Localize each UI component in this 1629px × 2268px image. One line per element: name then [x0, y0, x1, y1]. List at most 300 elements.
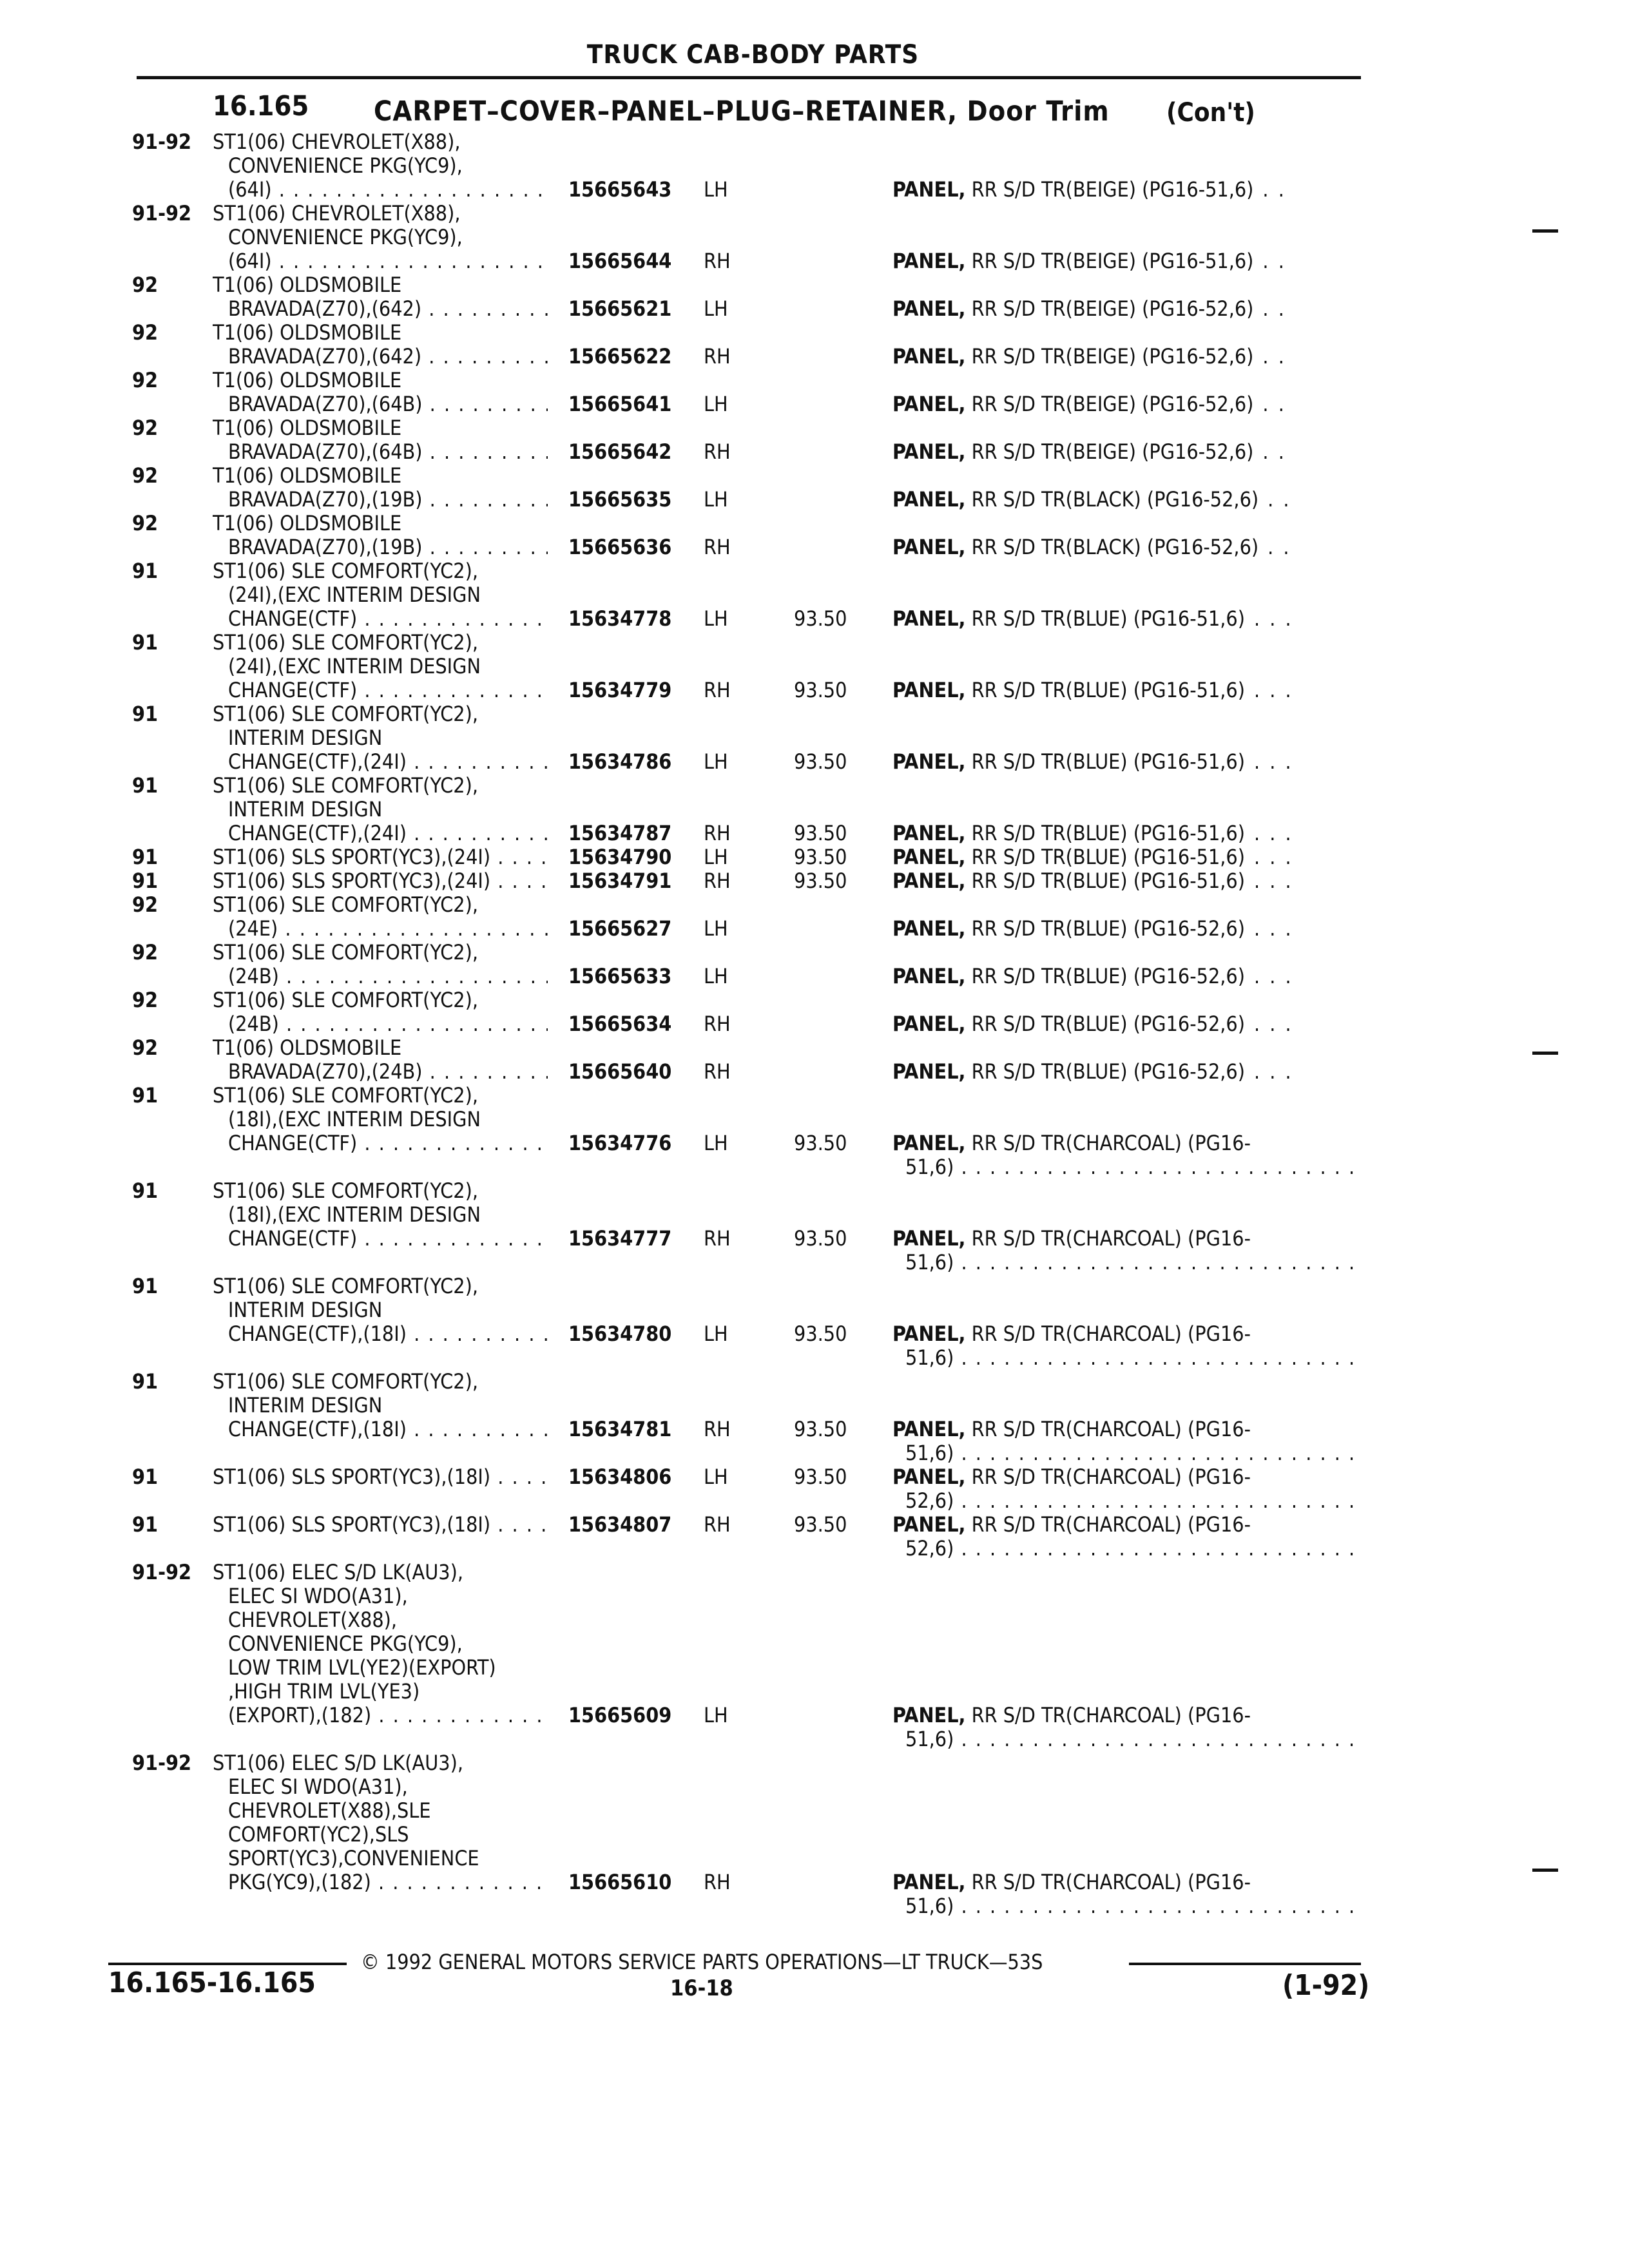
- part-name: [892, 1870, 1363, 1918]
- part-name-text: RR S/D TR(BLUE) (PG16-52,6): [971, 965, 1245, 988]
- entry-year: 92: [132, 988, 159, 1012]
- entry-description: [213, 869, 548, 893]
- part-name: [892, 297, 1363, 321]
- part-price: 93.50: [794, 821, 847, 845]
- part-price: 93.50: [794, 1321, 847, 1346]
- footer-section-range: 16.165-16.165: [108, 1966, 316, 1999]
- entry-year: 91: [132, 773, 159, 798]
- description-line: T1(06) OLDSMOBILE: [213, 273, 402, 297]
- part-name-line: [892, 392, 1363, 416]
- part-entry: [0, 464, 1629, 512]
- part-number: 15634776: [568, 1131, 672, 1155]
- part-name-text: RR S/D TR(CHARCOAL) (PG16-: [971, 1322, 1251, 1346]
- section-continued-label: (Con't): [1166, 98, 1255, 128]
- entry-year: 91-92: [132, 201, 192, 226]
- entry-description: [213, 559, 548, 631]
- description-line: ST1(06) CHEVROLET(X88),: [213, 130, 461, 154]
- part-name-line: [892, 1227, 1363, 1251]
- part-entry: [0, 845, 1629, 869]
- part-name-text: RR S/D TR(BLUE) (PG16-52,6): [971, 1060, 1245, 1084]
- part-name-keyword: PANEL,: [892, 1060, 966, 1084]
- description-line: ST1(06) SLE COMFORT(YC2),: [213, 631, 478, 655]
- part-entry: [0, 1036, 1629, 1084]
- part-name-line: [892, 535, 1363, 559]
- description-line: (18I),(EXC INTERIM DESIGN: [228, 1108, 481, 1131]
- description-line: CHANGE(CTF),(18I) . . .: [213, 1418, 548, 1441]
- entry-year: 92: [132, 463, 159, 488]
- entry-year: 91: [132, 630, 159, 655]
- part-entry: [0, 202, 1629, 273]
- part-name-text: RR S/D TR(CHARCOAL) (PG16-: [971, 1513, 1251, 1537]
- part-side: LH: [704, 1703, 728, 1727]
- part-name-keyword: PANEL,: [892, 607, 966, 631]
- part-price: 93.50: [794, 1131, 847, 1155]
- part-name-line: [892, 917, 1363, 941]
- description-line: BRAVADA(Z70),(24B) . . .: [213, 1060, 548, 1084]
- description-line: ST1(06) SLE COMFORT(YC2),: [213, 893, 478, 917]
- part-side: LH: [704, 964, 728, 988]
- part-name-line: [892, 965, 1363, 988]
- entry-description: [213, 1751, 548, 1918]
- part-name-line: [892, 607, 1363, 631]
- description-line: INTERIM DESIGN: [228, 798, 383, 822]
- part-side: RH: [704, 1417, 731, 1441]
- part-side: LH: [704, 916, 728, 941]
- entry-year: 92: [132, 940, 159, 965]
- part-number: 15665622: [568, 344, 672, 369]
- leader-dots: . .: [1262, 249, 1286, 273]
- part-name-line: [892, 488, 1363, 512]
- part-name-text: 52,6): [905, 1537, 954, 1561]
- entry-year: 91-92: [132, 1751, 192, 1775]
- part-name-line: [892, 1418, 1363, 1441]
- part-price: 93.50: [794, 869, 847, 893]
- part-name-keyword: PANEL,: [892, 750, 966, 774]
- part-name: [892, 965, 1363, 988]
- part-name-keyword: PANEL,: [892, 488, 966, 512]
- part-number: 15665621: [568, 296, 672, 321]
- margin-mark: [1532, 1052, 1558, 1055]
- part-name-text: 51,6): [905, 1346, 954, 1370]
- entry-description: [213, 702, 548, 774]
- part-entry: [0, 130, 1629, 202]
- part-price: 93.50: [794, 678, 847, 702]
- part-entry: [0, 1179, 1629, 1274]
- part-name-line: [892, 1441, 1363, 1465]
- part-entry: [0, 1084, 1629, 1179]
- entry-year: 91-92: [132, 1560, 192, 1584]
- description-line: CONVENIENCE PKG(YC9),: [228, 226, 463, 249]
- description-line: CONVENIENCE PKG(YC9),: [228, 1632, 463, 1656]
- leader-dots: . . .: [1253, 678, 1293, 702]
- entry-year: 92: [132, 511, 159, 535]
- description-line: ELEC SI WDO(A31),: [228, 1775, 408, 1799]
- description-line: BRAVADA(Z70),(64B) . . .: [213, 440, 548, 464]
- part-entry: [0, 369, 1629, 416]
- part-name-keyword: PANEL,: [892, 1513, 966, 1537]
- entry-description: [213, 631, 548, 702]
- description-line: CHANGE(CTF) . . .: [213, 678, 548, 702]
- part-entry: [0, 774, 1629, 845]
- part-name-keyword: PANEL,: [892, 297, 966, 321]
- leader-dots: . .: [1262, 440, 1286, 464]
- part-name-text: 51,6): [905, 1727, 954, 1751]
- part-number: 15634807: [568, 1512, 672, 1537]
- part-side: LH: [704, 749, 728, 774]
- entry-year: 92: [132, 320, 159, 345]
- part-name-keyword: PANEL,: [892, 1012, 966, 1036]
- leader-dots: . .: [1262, 297, 1286, 321]
- entry-year: 92: [132, 273, 159, 297]
- part-side: RH: [704, 439, 731, 464]
- part-name-text: RR S/D TR(BEIGE) (PG16-52,6): [971, 392, 1254, 416]
- part-name-line: [892, 1537, 1363, 1561]
- part-side: LH: [704, 606, 728, 631]
- leader-dots: . . .: [1253, 1060, 1293, 1084]
- part-name-text: RR S/D TR(BEIGE) (PG16-52,6): [971, 297, 1254, 321]
- description-line: T1(06) OLDSMOBILE: [213, 512, 402, 535]
- part-name: [892, 750, 1363, 774]
- description-line: ST1(06) ELEC S/D LK(AU3),: [213, 1561, 463, 1584]
- description-line: ST1(06) ELEC S/D LK(AU3),: [213, 1751, 463, 1775]
- part-name-text: RR S/D TR(CHARCOAL) (PG16-: [971, 1704, 1251, 1727]
- part-number: 15665643: [568, 177, 672, 202]
- part-price: 93.50: [794, 606, 847, 631]
- part-name-line: [892, 178, 1363, 202]
- part-name-line: [892, 1727, 1363, 1751]
- part-name: [892, 1704, 1363, 1751]
- part-entry: [0, 1751, 1629, 1918]
- leader-dots: . . .: [1253, 845, 1293, 869]
- leader-dots: . . .: [1253, 965, 1293, 988]
- description-line: ST1(06) SLE COMFORT(YC2),: [213, 774, 478, 798]
- part-name-line: [892, 345, 1363, 369]
- entry-year: 91: [132, 1512, 159, 1537]
- description-line: PKG(YC9),(182) . . .: [213, 1870, 548, 1894]
- entry-year: 92: [132, 1035, 159, 1060]
- entry-description: [213, 1561, 548, 1751]
- part-number: 15665640: [568, 1059, 672, 1084]
- part-name: [892, 1513, 1363, 1561]
- leader-dots: . . .: [1253, 917, 1293, 941]
- part-side: RH: [704, 1226, 731, 1251]
- part-name-line: [892, 297, 1363, 321]
- part-name-text: RR S/D TR(BLACK) (PG16-52,6): [971, 488, 1259, 512]
- part-name-line: [892, 1704, 1363, 1727]
- part-side: LH: [704, 296, 728, 321]
- footer-copyright: © 1992 GENERAL MOTORS SERVICE PARTS OPERATIONS—LT TRUCK—53S: [361, 1950, 1043, 1974]
- part-name-keyword: PANEL,: [892, 178, 966, 202]
- part-number: 15665644: [568, 249, 672, 273]
- description-line: (24I),(EXC INTERIM DESIGN: [228, 655, 481, 678]
- part-name: [892, 1227, 1363, 1274]
- part-name: [892, 440, 1363, 464]
- part-name-line: [892, 822, 1363, 845]
- description-line: (64I) . . .: [213, 249, 548, 273]
- part-side: RH: [704, 678, 731, 702]
- entry-year: 91: [132, 559, 159, 583]
- entry-year: 91: [132, 1178, 159, 1203]
- part-name-line: [892, 1894, 1363, 1918]
- part-name: [892, 1418, 1363, 1465]
- part-name-text: RR S/D TR(CHARCOAL) (PG16-: [971, 1227, 1251, 1251]
- part-number: 15634806: [568, 1465, 672, 1489]
- part-price: 93.50: [794, 1417, 847, 1441]
- part-number: 15634791: [568, 869, 672, 893]
- part-name-text: 51,6): [905, 1441, 954, 1465]
- part-name-keyword: PANEL,: [892, 965, 966, 988]
- leader-dots: . .: [1262, 345, 1286, 369]
- part-name-keyword: PANEL,: [892, 1131, 966, 1155]
- entry-description: [213, 1370, 548, 1465]
- description-line: INTERIM DESIGN: [228, 1394, 383, 1418]
- leader-dots: . .: [1262, 392, 1286, 416]
- part-name: [892, 869, 1363, 893]
- description-line: COMFORT(YC2),SLS: [228, 1823, 409, 1847]
- part-entry: [0, 1274, 1629, 1370]
- part-name-keyword: PANEL,: [892, 535, 966, 559]
- description-line: INTERIM DESIGN: [228, 1298, 383, 1322]
- entry-description: [213, 988, 548, 1036]
- description-line: INTERIM DESIGN: [228, 726, 383, 750]
- part-entry: [0, 1465, 1629, 1513]
- description-line: ST1(06) SLE COMFORT(YC2),: [213, 1179, 478, 1203]
- description-line: BRAVADA(Z70),(642) . . .: [213, 345, 548, 369]
- footer-rule-left: [108, 1963, 347, 1965]
- part-name-keyword: PANEL,: [892, 1465, 966, 1489]
- description-line: T1(06) OLDSMOBILE: [213, 321, 402, 345]
- part-entry: [0, 702, 1629, 774]
- part-name-keyword: PANEL,: [892, 917, 966, 941]
- part-price: 93.50: [794, 1226, 847, 1251]
- leader-dots: . .: [1268, 488, 1291, 512]
- entry-year: 92: [132, 368, 159, 392]
- part-side: RH: [704, 535, 731, 559]
- part-number: 15634787: [568, 821, 672, 845]
- description-line: T1(06) OLDSMOBILE: [213, 369, 402, 392]
- part-number: 15634786: [568, 749, 672, 774]
- part-name: [892, 1131, 1363, 1179]
- part-name: [892, 822, 1363, 845]
- description-line: ST1(06) SLE COMFORT(YC2),: [213, 1370, 478, 1394]
- entry-description: [213, 1513, 548, 1561]
- part-name-text: 51,6): [905, 1894, 954, 1918]
- description-line: ST1(06) SLE COMFORT(YC2),: [213, 559, 478, 583]
- entry-description: [213, 321, 548, 369]
- parts-list: [0, 130, 1629, 1918]
- description-line: ST1(06) SLE COMFORT(YC2),: [213, 702, 478, 726]
- part-entry: [0, 893, 1629, 941]
- part-entry: [0, 321, 1629, 369]
- part-name: [892, 1465, 1363, 1513]
- part-number: 15665635: [568, 487, 672, 512]
- description-line: T1(06) OLDSMOBILE: [213, 1036, 402, 1060]
- part-number: 15665610: [568, 1870, 672, 1894]
- entry-description: [213, 1084, 548, 1179]
- description-line: CHANGE(CTF),(24I) . . .: [213, 822, 548, 845]
- part-number: 15665636: [568, 535, 672, 559]
- part-name-text: RR S/D TR(BLUE) (PG16-51,6): [971, 750, 1245, 774]
- part-name-line: [892, 440, 1363, 464]
- part-name-text: RR S/D TR(BLUE) (PG16-51,6): [971, 678, 1245, 702]
- leader-dots: . .: [1268, 535, 1291, 559]
- entry-description: [213, 774, 548, 845]
- entry-description: [213, 893, 548, 941]
- entry-year: 91: [132, 1083, 159, 1108]
- description-line: (24B) . . .: [213, 1012, 548, 1036]
- description-line: CHEVROLET(X88),SLE: [228, 1799, 431, 1823]
- part-entry: [0, 1513, 1629, 1561]
- leader-dots: . . .: [1253, 1012, 1293, 1036]
- part-name-text: RR S/D TR(BEIGE) (PG16-51,6): [971, 249, 1254, 273]
- part-name-line: [892, 1322, 1363, 1346]
- leader-dots: . .: [1262, 178, 1286, 202]
- part-name: [892, 678, 1363, 702]
- entry-year: 91: [132, 1369, 159, 1394]
- entry-description: [213, 273, 548, 321]
- part-entry: [0, 416, 1629, 464]
- entry-description: [213, 845, 548, 869]
- section-number: 16.165: [213, 90, 309, 122]
- part-entry: [0, 869, 1629, 893]
- part-name-text: RR S/D TR(BEIGE) (PG16-51,6): [971, 178, 1254, 202]
- description-line: BRAVADA(Z70),(19B) . . .: [213, 535, 548, 559]
- part-name-keyword: PANEL,: [892, 1418, 966, 1441]
- part-side: LH: [704, 1465, 728, 1489]
- part-name-text: RR S/D TR(BLUE) (PG16-51,6): [971, 607, 1245, 631]
- part-name: [892, 1060, 1363, 1084]
- description-line: CHANGE(CTF),(18I) . . .: [213, 1322, 548, 1346]
- description-line: ST1(06) SLS SPORT(YC3),(24I) . . .: [213, 869, 548, 893]
- part-name-line: [892, 1155, 1363, 1179]
- part-price: 93.50: [794, 845, 847, 869]
- entry-year: 92: [132, 892, 159, 917]
- entry-description: [213, 941, 548, 988]
- part-name: [892, 1012, 1363, 1036]
- part-entry: [0, 988, 1629, 1036]
- entry-description: [213, 1274, 548, 1370]
- part-name-text: RR S/D TR(BEIGE) (PG16-52,6): [971, 440, 1254, 464]
- part-name-text: RR S/D TR(BLUE) (PG16-51,6): [971, 822, 1245, 845]
- part-price: 93.50: [794, 1465, 847, 1489]
- section-title: CARPET–COVER–PANEL–PLUG–RETAINER, Door Trim: [374, 95, 1110, 128]
- part-side: LH: [704, 487, 728, 512]
- part-name-text: RR S/D TR(BEIGE) (PG16-52,6): [971, 345, 1254, 369]
- margin-mark: [1532, 229, 1558, 233]
- part-number: 15665641: [568, 392, 672, 416]
- leader-dots: . . .: [1253, 607, 1293, 631]
- part-name-text: 51,6): [905, 1155, 954, 1179]
- entry-description: [213, 512, 548, 559]
- description-line: ST1(06) SLE COMFORT(YC2),: [213, 1274, 478, 1298]
- entry-description: [213, 1036, 548, 1084]
- part-price: 93.50: [794, 1512, 847, 1537]
- part-name: [892, 345, 1363, 369]
- part-name-line: [892, 1465, 1363, 1489]
- part-name-text: RR S/D TR(CHARCOAL) (PG16-: [971, 1465, 1251, 1489]
- description-line: (24I),(EXC INTERIM DESIGN: [228, 583, 481, 607]
- entry-description: [213, 464, 548, 512]
- part-entry: [0, 273, 1629, 321]
- part-name-text: 51,6): [905, 1251, 954, 1274]
- part-name-text: 52,6): [905, 1489, 954, 1513]
- part-number: 15634780: [568, 1321, 672, 1346]
- part-name-line: [892, 1513, 1363, 1537]
- part-entry: [0, 631, 1629, 702]
- part-name-line: [892, 249, 1363, 273]
- part-name-text: RR S/D TR(BLUE) (PG16-52,6): [971, 917, 1245, 941]
- part-name-keyword: PANEL,: [892, 1870, 966, 1894]
- part-name-keyword: PANEL,: [892, 440, 966, 464]
- part-name-line: [892, 1012, 1363, 1036]
- part-name-line: [892, 1251, 1363, 1274]
- description-line: (24B) . . .: [213, 965, 548, 988]
- part-name-line: [892, 1489, 1363, 1513]
- part-name-line: [892, 1870, 1363, 1894]
- description-line: CHANGE(CTF),(24I) . . .: [213, 750, 548, 774]
- description-line: CHANGE(CTF) . . .: [213, 1131, 548, 1155]
- description-line: BRAVADA(Z70),(19B) . . .: [213, 488, 548, 512]
- description-line: (24E) . . .: [213, 917, 548, 941]
- part-name-line: [892, 678, 1363, 702]
- part-name: [892, 392, 1363, 416]
- part-name-line: [892, 1346, 1363, 1370]
- part-name-keyword: PANEL,: [892, 1227, 966, 1251]
- part-name: [892, 249, 1363, 273]
- part-number: 15665609: [568, 1703, 672, 1727]
- part-name-keyword: PANEL,: [892, 1322, 966, 1346]
- part-side: RH: [704, 249, 731, 273]
- part-side: LH: [704, 1131, 728, 1155]
- part-entry: [0, 941, 1629, 988]
- part-name-keyword: PANEL,: [892, 345, 966, 369]
- description-line: CHANGE(CTF) . . .: [213, 1227, 548, 1251]
- description-line: ELEC SI WDO(A31),: [228, 1584, 408, 1608]
- part-name-keyword: PANEL,: [892, 869, 966, 893]
- entry-description: [213, 1465, 548, 1513]
- part-side: RH: [704, 1059, 731, 1084]
- description-line: CHEVROLET(X88),: [228, 1608, 398, 1632]
- part-number: 15634778: [568, 606, 672, 631]
- description-line: ST1(06) SLE COMFORT(YC2),: [213, 1084, 478, 1108]
- part-number: 15665642: [568, 439, 672, 464]
- part-name: [892, 488, 1363, 512]
- description-line: ST1(06) SLE COMFORT(YC2),: [213, 941, 478, 965]
- part-number: 15634790: [568, 845, 672, 869]
- header-rule: [137, 76, 1361, 79]
- description-line: ST1(06) SLS SPORT(YC3),(18I) . . .: [213, 1513, 548, 1537]
- description-line: T1(06) OLDSMOBILE: [213, 416, 402, 440]
- part-side: LH: [704, 845, 728, 869]
- description-line: BRAVADA(Z70),(64B) . . .: [213, 392, 548, 416]
- part-name-keyword: PANEL,: [892, 845, 966, 869]
- entry-year: 91: [132, 869, 159, 893]
- part-number: 15634777: [568, 1226, 672, 1251]
- part-name: [892, 1322, 1363, 1370]
- description-line: LOW TRIM LVL(YE2)(EXPORT): [228, 1656, 496, 1680]
- description-line: T1(06) OLDSMOBILE: [213, 464, 402, 488]
- part-name-text: RR S/D TR(CHARCOAL) (PG16-: [971, 1131, 1251, 1155]
- part-number: 15634781: [568, 1417, 672, 1441]
- part-side: LH: [704, 177, 728, 202]
- part-name-text: RR S/D TR(BLACK) (PG16-52,6): [971, 535, 1259, 559]
- entry-description: [213, 202, 548, 273]
- part-name-line: [892, 750, 1363, 774]
- footer-date-code: (1-92): [1282, 1969, 1370, 2002]
- description-line: ST1(06) SLE COMFORT(YC2),: [213, 988, 478, 1012]
- entry-year: 91-92: [132, 130, 192, 154]
- page-header-title: TRUCK CAB-BODY PARTS: [586, 40, 920, 70]
